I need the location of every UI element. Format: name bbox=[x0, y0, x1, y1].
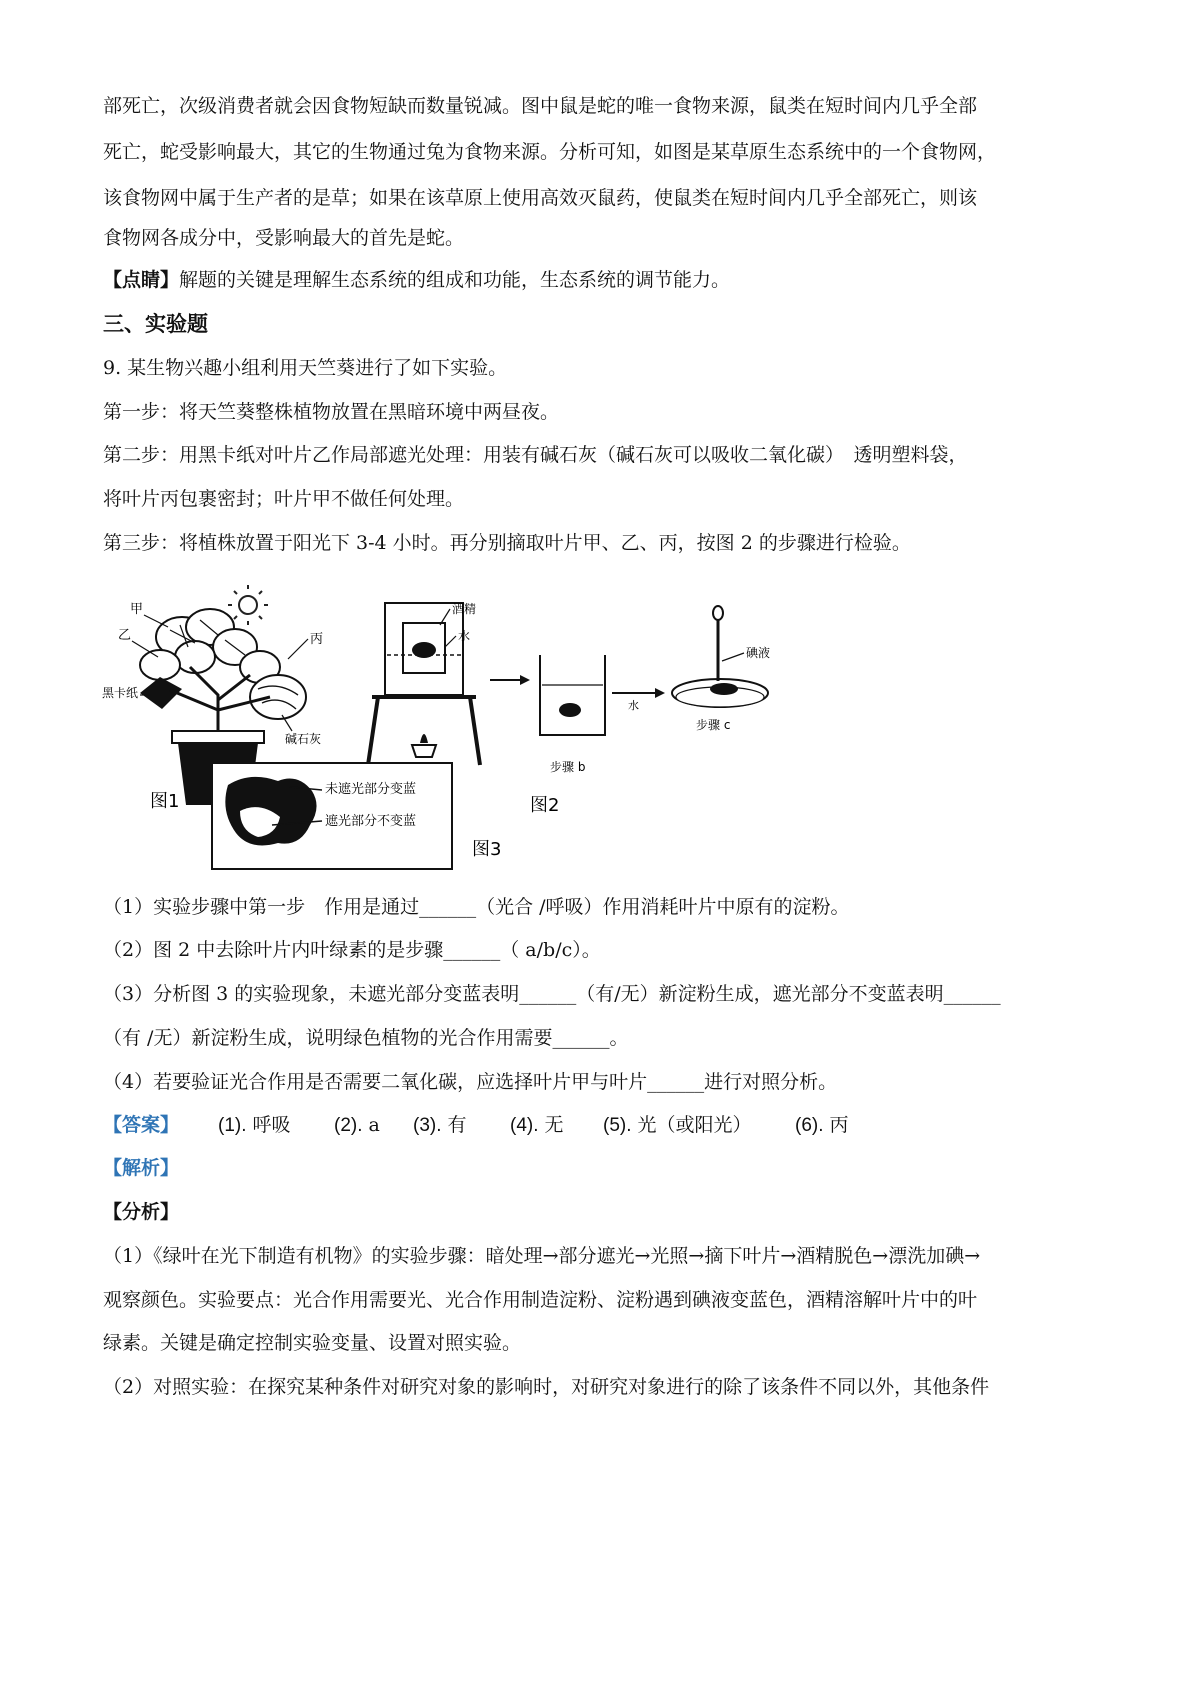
answer-item: (2). a bbox=[334, 1114, 380, 1136]
step-2-line-1: 第二步：用黑卡纸对叶片乙作局部遮光处理：用装有碱石灰（碱石灰可以吸收二氧化碳） 透明塑料袋， bbox=[103, 444, 968, 466]
question-9-stem: 9. 某生物兴趣小组利用天竺葵进行了如下实验。 bbox=[103, 357, 508, 379]
label-step-c: 步骤 c bbox=[696, 718, 731, 732]
analysis-line-3: 绿素。关键是确定控制实验变量、设置对照实验。 bbox=[103, 1332, 522, 1354]
step-a-illustration bbox=[368, 601, 480, 788]
step-b-illustration bbox=[530, 655, 605, 816]
sub-question-2: （2）图 2 中去除叶片内叶绿素的是步骤______（ a/b/c）。 bbox=[103, 939, 601, 961]
fig2-label: 图2 bbox=[530, 795, 560, 816]
section-title: 三、实验题 bbox=[103, 312, 208, 336]
step-2-line-2: 将叶片丙包裹密封；叶片甲不做任何处理。 bbox=[103, 488, 465, 510]
label-unshaded-blue: 未遮光部分变蓝 bbox=[325, 782, 417, 797]
label-shaded-not-blue: 遮光部分不变蓝 bbox=[325, 814, 417, 829]
analysis-line-2: 观察颜色。实验要点：光合作用需要光、光合作用制造淀粉、淀粉遇到碘液变蓝色，酒精溶解叶片中的叶 bbox=[103, 1289, 978, 1311]
label-water: 水 bbox=[458, 629, 471, 643]
label-jia: 甲 bbox=[130, 602, 144, 617]
paragraph-line: 部死亡，次级消费者就会因食物短缺而数量锐减。图中鼠是蛇的唯一食物来源，鼠类在短时间内几乎全部 bbox=[103, 95, 978, 117]
answer-item: (4). 无 bbox=[510, 1114, 564, 1136]
experiment-figure-svg bbox=[100, 585, 820, 885]
fig3-illustration bbox=[212, 763, 501, 869]
label-yi: 乙 bbox=[118, 628, 132, 643]
step-c-illustration bbox=[672, 606, 770, 732]
sub-question-1: （1）实验步骤中第一步 作用是通过______（光合 /呼吸）作用消耗叶片中原有的淀粉。 bbox=[103, 896, 850, 918]
fig3-label: 图3 bbox=[472, 839, 502, 860]
step-3: 第三步：将植株放置于阳光下 3-4 小时。再分别摘取叶片甲、乙、丙，按图 2 的步骤进行检验。 bbox=[103, 532, 911, 554]
arrow-a-to-b bbox=[490, 675, 530, 685]
sub-question-3-line-1: （3）分析图 3 的实验现象，未遮光部分变蓝表明______（有/无）新淀粉生成，遮光部分不变蓝表明______ bbox=[103, 983, 1001, 1005]
fenxi-tag: 【分析】 bbox=[103, 1201, 180, 1223]
sub-question-4: （4）若要验证光合作用是否需要二氧化碳，应选择叶片甲与叶片______进行对照分析。 bbox=[103, 1071, 838, 1093]
sub-question-3-line-2: （有 /无）新淀粉生成，说明绿色植物的光合作用需要______。 bbox=[103, 1027, 629, 1049]
fig1-label: 图1 bbox=[150, 791, 180, 812]
answer-item: (3). 有 bbox=[413, 1114, 467, 1136]
label-step-b: 步骤 b bbox=[550, 760, 586, 774]
paragraph-line: 死亡，蛇受影响最大，其它的生物通过兔为食物来源。分析可知，如图是某草原生态系统中的一个食物网， bbox=[103, 141, 997, 163]
sun-icon bbox=[228, 585, 268, 625]
label-alcohol: 酒精 bbox=[452, 602, 477, 616]
paragraph-line: 该食物网中属于生产者的是草；如果在该草原上使用高效灭鼠药，使鼠类在短时间内几乎全部死亡，则该 bbox=[103, 187, 978, 209]
answer-item: (6). 丙 bbox=[795, 1114, 849, 1136]
analysis-line-4: （2）对照实验：在探究某种条件对研究对象的影响时，对研究对象进行的除了该条件不同以外，其他条件 bbox=[103, 1376, 990, 1398]
label-iodine: 碘液 bbox=[746, 646, 771, 660]
step-1: 第一步：将天竺葵整株植物放置在黑暗环境中两昼夜。 bbox=[103, 401, 560, 423]
analysis-line-1: （1）《绿叶在光下制造有机物》的实验步骤：暗处理→部分遮光→光照→摘下叶片→酒精脱色→漂洗加碘→ bbox=[103, 1245, 981, 1267]
paragraph-line: 食物网各成分中，受影响最大的首先是蛇。 bbox=[103, 227, 465, 249]
analysis-tag: 【解析】 bbox=[103, 1157, 180, 1179]
label-bing: 丙 bbox=[310, 632, 324, 647]
label-water-arrow: 水 bbox=[628, 699, 639, 712]
answer-item: (1). 呼吸 bbox=[218, 1114, 291, 1136]
answer-tag: 【答案】 bbox=[103, 1114, 180, 1136]
dianjing-line bbox=[103, 268, 1103, 292]
label-soda-lime: 碱石灰 bbox=[285, 732, 322, 746]
experiment-figure bbox=[100, 585, 820, 885]
arrow-b-to-c bbox=[612, 688, 665, 712]
dianjing-text: 解题的关键是理解生态系统的组成和功能，生态系统的调节能力。 bbox=[179, 269, 731, 291]
label-black-card: 黑卡纸 bbox=[102, 686, 139, 700]
answer-item: (5). 光（或阳光） bbox=[603, 1114, 752, 1136]
dianjing-tag: 【点睛】 bbox=[103, 269, 180, 291]
bag-leaf bbox=[250, 675, 306, 719]
